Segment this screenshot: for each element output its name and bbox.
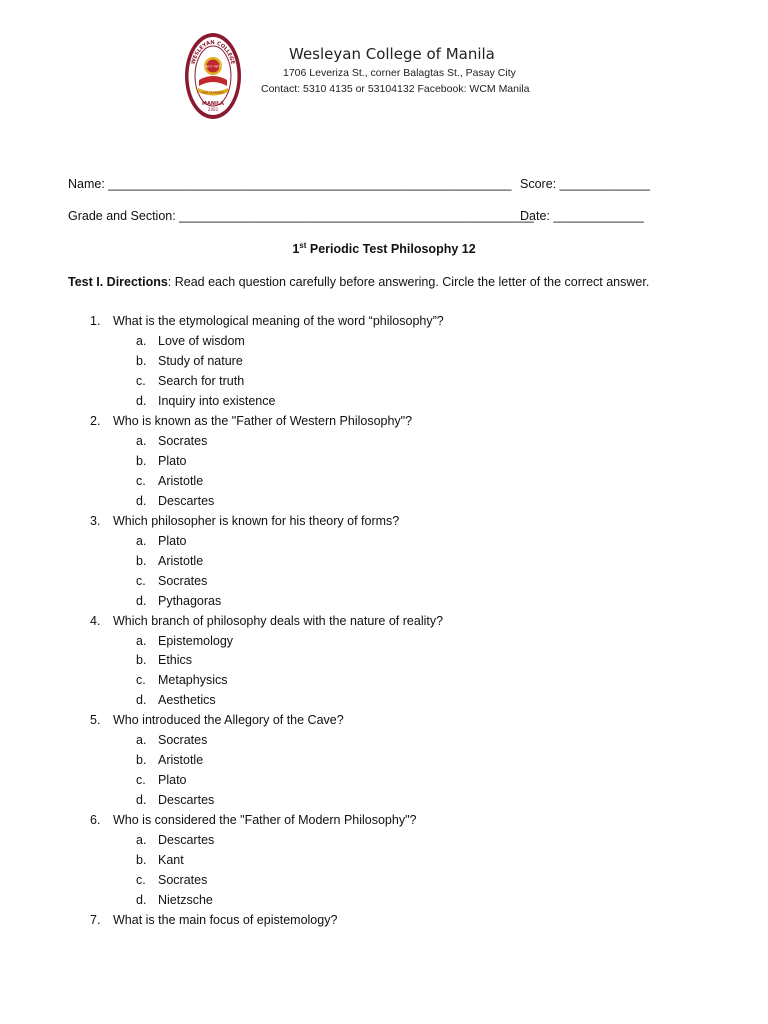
answer-choice[interactable]	[0, 871, 768, 891]
answer-choice[interactable]	[0, 731, 768, 751]
answer-choice[interactable]	[0, 671, 768, 691]
choice-text: Nietzsche	[158, 893, 213, 908]
question-number: 7.	[90, 913, 101, 928]
question-number: 5.	[90, 713, 101, 728]
answer-choice[interactable]	[0, 691, 768, 711]
choice-letter: d.	[136, 693, 147, 708]
choice-text: Aesthetics	[158, 693, 216, 708]
question-item	[0, 612, 768, 632]
question-number: 3.	[90, 513, 101, 528]
answer-choice[interactable]	[0, 632, 768, 652]
directions	[68, 275, 649, 289]
question-text: Who is known as the "Father of Western Philosophy"?	[113, 413, 413, 428]
question-text: What is the main focus of epistemology?	[113, 913, 338, 928]
choice-letter: d.	[136, 393, 147, 408]
grade-section-field[interactable]: Grade and Section: ___________________________________________________	[68, 209, 534, 223]
choice-letter: a.	[136, 533, 147, 548]
answer-choice[interactable]	[0, 492, 768, 512]
choice-text: Socrates	[158, 873, 208, 888]
choice-text: Metaphysics	[158, 673, 228, 688]
school-contact: Contact: 5310 4135 or 53104132 Facebook: WCM Manila	[261, 83, 530, 95]
answer-choice[interactable]	[0, 791, 768, 811]
choice-text: Descartes	[158, 833, 215, 848]
choice-letter: b.	[136, 653, 147, 668]
choice-letter: a.	[136, 633, 147, 648]
choice-text: Ethics	[158, 653, 193, 668]
choice-text: Socrates	[158, 573, 208, 588]
choice-text: Inquiry into existence	[158, 393, 276, 408]
directions-text: : Read each question carefully before answering. Circle the letter of the correct answer.	[167, 275, 650, 289]
question-text: Which branch of philosophy deals with the nature of reality?	[113, 613, 444, 628]
choice-letter: c.	[136, 473, 146, 488]
question-text: Which philosopher is known for his theory of forms?	[113, 513, 400, 528]
question-text: What is the etymological meaning of the word “philosophy”?	[113, 314, 444, 328]
question-item	[0, 412, 768, 432]
answer-choice[interactable]	[0, 552, 768, 572]
choice-text: Search for truth	[158, 373, 245, 388]
question-list	[0, 312, 768, 931]
choice-letter: b.	[136, 853, 147, 868]
school-name: Wesleyan College of Manila	[289, 45, 495, 63]
choice-text: Study of nature	[158, 353, 243, 368]
choice-letter: a.	[136, 333, 147, 348]
answer-choice[interactable]	[0, 592, 768, 612]
choice-letter: d.	[136, 793, 147, 808]
choice-text: Socrates	[158, 733, 208, 748]
choice-letter: c.	[136, 773, 146, 788]
answer-choice[interactable]	[0, 392, 768, 412]
question-text: Who is considered the "Father of Modern Philosophy"?	[113, 813, 417, 828]
question-item	[0, 711, 768, 731]
choice-letter: a.	[136, 733, 147, 748]
choice-letter: a.	[136, 833, 147, 848]
directions-label: Test I. Directions	[68, 275, 168, 289]
choice-letter: a.	[136, 433, 147, 448]
answer-choice[interactable]	[0, 831, 768, 851]
choice-text: Pythagoras	[158, 593, 222, 608]
choice-text: Aristotle	[158, 473, 204, 488]
choice-letter: c.	[136, 873, 146, 888]
question-item	[0, 811, 768, 831]
question-number: 1.	[90, 314, 101, 328]
question-number: 6.	[90, 813, 101, 828]
answer-choice[interactable]	[0, 771, 768, 791]
question-number: 2.	[90, 413, 101, 428]
choice-text: Love of wisdom	[158, 333, 245, 348]
answer-choice[interactable]	[0, 372, 768, 392]
logo-top-text: WESLEYAN COLLEGE	[190, 39, 236, 66]
question-text: Who introduced the Allegory of the Cave?	[113, 713, 344, 728]
date-field[interactable]: Date: _____________	[520, 209, 644, 223]
logo-center-text: UNITY PIETY	[203, 64, 223, 69]
answer-choice[interactable]	[0, 452, 768, 472]
question-item	[0, 911, 768, 931]
score-field[interactable]: Score: _____________	[520, 177, 650, 191]
choice-letter: b.	[136, 353, 147, 368]
choice-letter: c.	[136, 573, 146, 588]
answer-choice[interactable]	[0, 472, 768, 492]
choice-text: Descartes	[158, 793, 215, 808]
choice-letter: b.	[136, 753, 147, 768]
name-field[interactable]: Name: __________________________________________________________	[68, 177, 512, 191]
answer-choice[interactable]	[0, 352, 768, 372]
title-ordinal-suffix: st	[299, 241, 307, 250]
answer-choice[interactable]	[0, 651, 768, 671]
logo-year: 2003	[207, 107, 219, 112]
answer-choice[interactable]	[0, 851, 768, 871]
answer-choice[interactable]	[0, 751, 768, 771]
answer-choice[interactable]	[0, 332, 768, 352]
choice-text: Plato	[158, 773, 187, 788]
question-number: 4.	[90, 613, 101, 628]
logo-banner-text: AND LEARNING	[201, 90, 225, 95]
choice-text: Aristotle	[158, 753, 204, 768]
school-address: 1706 Leveriza St., corner Balagtas St., Pasay City	[283, 67, 516, 79]
choice-letter: c.	[136, 373, 146, 388]
choice-text: Plato	[158, 533, 187, 548]
logo-bottom-text: MANILA	[202, 101, 224, 107]
choice-text: Plato	[158, 453, 187, 468]
question-item	[0, 512, 768, 532]
test-title	[0, 241, 768, 256]
choice-text: Socrates	[158, 433, 208, 448]
title-text: Periodic Test Philosophy 12	[306, 242, 476, 256]
choice-letter: d.	[136, 593, 147, 608]
choice-text: Epistemology	[158, 633, 234, 648]
choice-text: Aristotle	[158, 553, 204, 568]
choice-letter: b.	[136, 553, 147, 568]
question-item	[0, 312, 768, 332]
answer-choice[interactable]	[0, 432, 768, 452]
choice-text: Kant	[158, 853, 184, 868]
answer-choice[interactable]	[0, 532, 768, 552]
title-ordinal: 1	[292, 242, 300, 256]
choice-letter: c.	[136, 673, 146, 688]
school-logo	[184, 32, 242, 120]
choice-letter: d.	[136, 493, 147, 508]
answer-choice[interactable]	[0, 891, 768, 911]
choice-text: Descartes	[158, 493, 215, 508]
answer-choice[interactable]	[0, 572, 768, 592]
choice-letter: d.	[136, 893, 147, 908]
choice-letter: b.	[136, 453, 147, 468]
